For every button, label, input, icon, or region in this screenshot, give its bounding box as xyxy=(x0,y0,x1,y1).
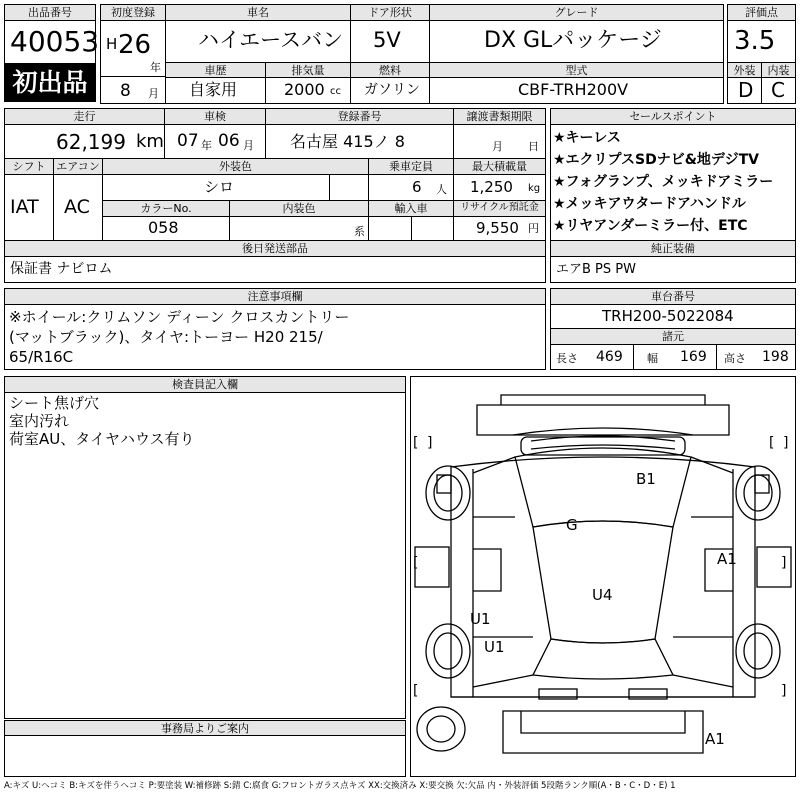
note-line: 65/R16C xyxy=(9,348,74,366)
later-parts: 保証書 ナビロム xyxy=(10,261,113,277)
svg-text:]: ] xyxy=(783,435,789,451)
office-header: 事務局よりご案内 xyxy=(4,720,406,736)
selling-point: ★キーレス xyxy=(553,130,621,146)
height-label: 高さ xyxy=(724,352,746,365)
ext-grade-header: 外装 xyxy=(727,62,762,78)
car-name-header: 車名 xyxy=(165,4,351,21)
inspection-header: 車検 xyxy=(164,108,266,125)
lot-number-header: 出品番号 xyxy=(4,4,96,21)
length: 469 xyxy=(596,349,623,365)
office-box xyxy=(4,735,406,777)
color-no: 058 xyxy=(148,218,179,237)
dims-cell xyxy=(550,344,796,370)
legend: A:キズ U:ヘコミ B:キズを伴うヘコミ P:要塗装 W:補修跡 S:錆 C:腐食 G:フロントガラス点キズ XX:交換済み X:要交換 欠:欠品 内・外装評価 5段階ランク順(A・B・C・D・E) 1 xyxy=(4,781,676,791)
width: 169 xyxy=(680,349,707,365)
model: CBF-TRH200V xyxy=(518,80,629,99)
recycle-header: リサイクル預託金 xyxy=(453,200,546,217)
svg-text:]: ] xyxy=(427,435,433,451)
height: 198 xyxy=(762,349,789,365)
damage-mark-g: G xyxy=(566,516,578,534)
int-color-unit: 系 xyxy=(354,225,365,238)
history: 自家用 xyxy=(189,80,238,99)
grade-header: グレード xyxy=(429,4,724,21)
capacity-header: 乗車定員 xyxy=(368,158,454,175)
score-header: 評価点 xyxy=(727,4,796,21)
svg-text:]: ] xyxy=(781,683,787,699)
vehicle-damage-diagram xyxy=(411,377,795,776)
int-grade: C xyxy=(771,78,785,102)
first-reg-header: 初度登録 xyxy=(100,4,166,21)
damage-mark-a1: A1 xyxy=(717,550,737,568)
notes-header: 注意事項欄 xyxy=(4,288,546,305)
displacement-unit: cc xyxy=(330,86,341,97)
chassis-header: 車台番号 xyxy=(550,288,796,305)
model-header: 型式 xyxy=(429,62,724,78)
inspector-line: 荷室AU、タイヤハウス有り xyxy=(9,430,195,448)
transfer-header: 譲渡書類期限 xyxy=(453,108,546,125)
door-type: 5V xyxy=(373,28,401,52)
era: H xyxy=(106,35,118,53)
inspection-month: 06 xyxy=(218,131,240,151)
genuine-equipment: エアB PS PW xyxy=(556,262,636,277)
svg-text:[: [ xyxy=(413,555,419,571)
displacement: 2000 xyxy=(284,80,325,99)
selling-point: ★リヤアンダーミラー付、ETC xyxy=(553,218,748,234)
reg-month-unit: 月 xyxy=(148,87,159,100)
inspector-line: 室内汚れ xyxy=(9,412,70,430)
dims-header: 諸元 xyxy=(550,328,796,345)
svg-text:[: [ xyxy=(769,435,775,451)
length-label: 長さ xyxy=(556,352,578,365)
history-header: 車歴 xyxy=(165,62,266,78)
ext-grade: D xyxy=(738,78,754,102)
selling-point: ★エクリプスSDナビ&地デジTV xyxy=(553,152,760,168)
width-label: 幅 xyxy=(647,352,658,365)
inspector-line: シート焦げ穴 xyxy=(9,394,100,412)
fuel: ガソリン xyxy=(364,82,420,98)
lot-number: 40053 xyxy=(10,25,100,58)
reg-year: 26 xyxy=(118,30,152,60)
import-header: 輸入車 xyxy=(368,200,454,217)
mileage-unit: km xyxy=(136,131,164,152)
damage-mark-u1: U1 xyxy=(484,638,505,656)
max-load: 1,250 xyxy=(470,178,513,196)
exterior-color: シロ xyxy=(204,178,235,196)
svg-text:[: [ xyxy=(413,435,419,451)
first-listing-badge: 初出品 xyxy=(4,64,96,102)
recycle-unit: 円 xyxy=(528,222,539,235)
int-color-header: 内装色 xyxy=(229,200,369,217)
selling-point: ★メッキアウタードアハンドル xyxy=(553,196,746,212)
grade: DX GLパッケージ xyxy=(484,28,662,53)
damage-mark-a1: A1 xyxy=(705,730,725,748)
color-no-header: カラーNo. xyxy=(102,200,230,217)
later-parts-header: 後日発送部品 xyxy=(4,240,546,257)
shift-header: シフト xyxy=(4,158,54,175)
inspection-month-unit: 月 xyxy=(243,139,254,152)
capacity-unit: 人 xyxy=(436,183,447,196)
ac: AC xyxy=(64,196,90,218)
inspection-year: 07 xyxy=(177,131,199,151)
score: 3.5 xyxy=(734,26,776,56)
displacement-header: 排気量 xyxy=(265,62,351,78)
car-name: ハイエースバン xyxy=(198,28,344,52)
mileage: 62,199 xyxy=(56,130,126,154)
plate-number: 名古屋 415ノ 8 xyxy=(290,132,405,151)
selling-point: ★フォグランプ、メッキドアミラー xyxy=(553,174,774,190)
svg-text:]: ] xyxy=(781,555,787,571)
selling-points-header: セールスポイント xyxy=(550,108,796,125)
recycle-fee: 9,550 xyxy=(476,219,519,237)
transfer-day: 日 xyxy=(528,140,539,153)
svg-text:[: [ xyxy=(413,683,419,699)
chassis-number: TRH200-5022084 xyxy=(602,307,734,325)
damage-mark-b1: B1 xyxy=(636,470,656,488)
load-header: 最大積載量 xyxy=(453,158,546,175)
reg-year-unit: 年 xyxy=(150,61,161,74)
damage-mark-u1: U1 xyxy=(470,610,491,628)
inspection-year-unit: 年 xyxy=(201,139,212,152)
color-header: 外装色 xyxy=(102,158,369,175)
inspector-header: 検査員記入欄 xyxy=(4,376,406,393)
max-load-unit: kg xyxy=(528,183,541,194)
genuine-header: 純正装備 xyxy=(550,240,796,257)
note-line: ※ホイール:クリムソン ディーン クロスカントリー xyxy=(9,308,350,326)
note-line: (マットブラック)、タイヤ:トーヨー H20 215/ xyxy=(9,328,323,346)
int-color-cell xyxy=(229,216,369,241)
capacity: 6 xyxy=(412,178,422,196)
fuel-header: 燃料 xyxy=(350,62,430,78)
reg-month: 8 xyxy=(120,81,131,101)
transfer-month: 月 xyxy=(492,140,503,153)
damage-mark-u4: U4 xyxy=(592,586,613,604)
shift: IAT xyxy=(10,196,39,218)
mileage-header: 走行 xyxy=(4,108,165,125)
door-header: ドア形状 xyxy=(350,4,430,21)
int-grade-header: 内装 xyxy=(761,62,796,78)
ac-header: エアコン xyxy=(53,158,103,175)
plate-header: 登録番号 xyxy=(265,108,454,125)
